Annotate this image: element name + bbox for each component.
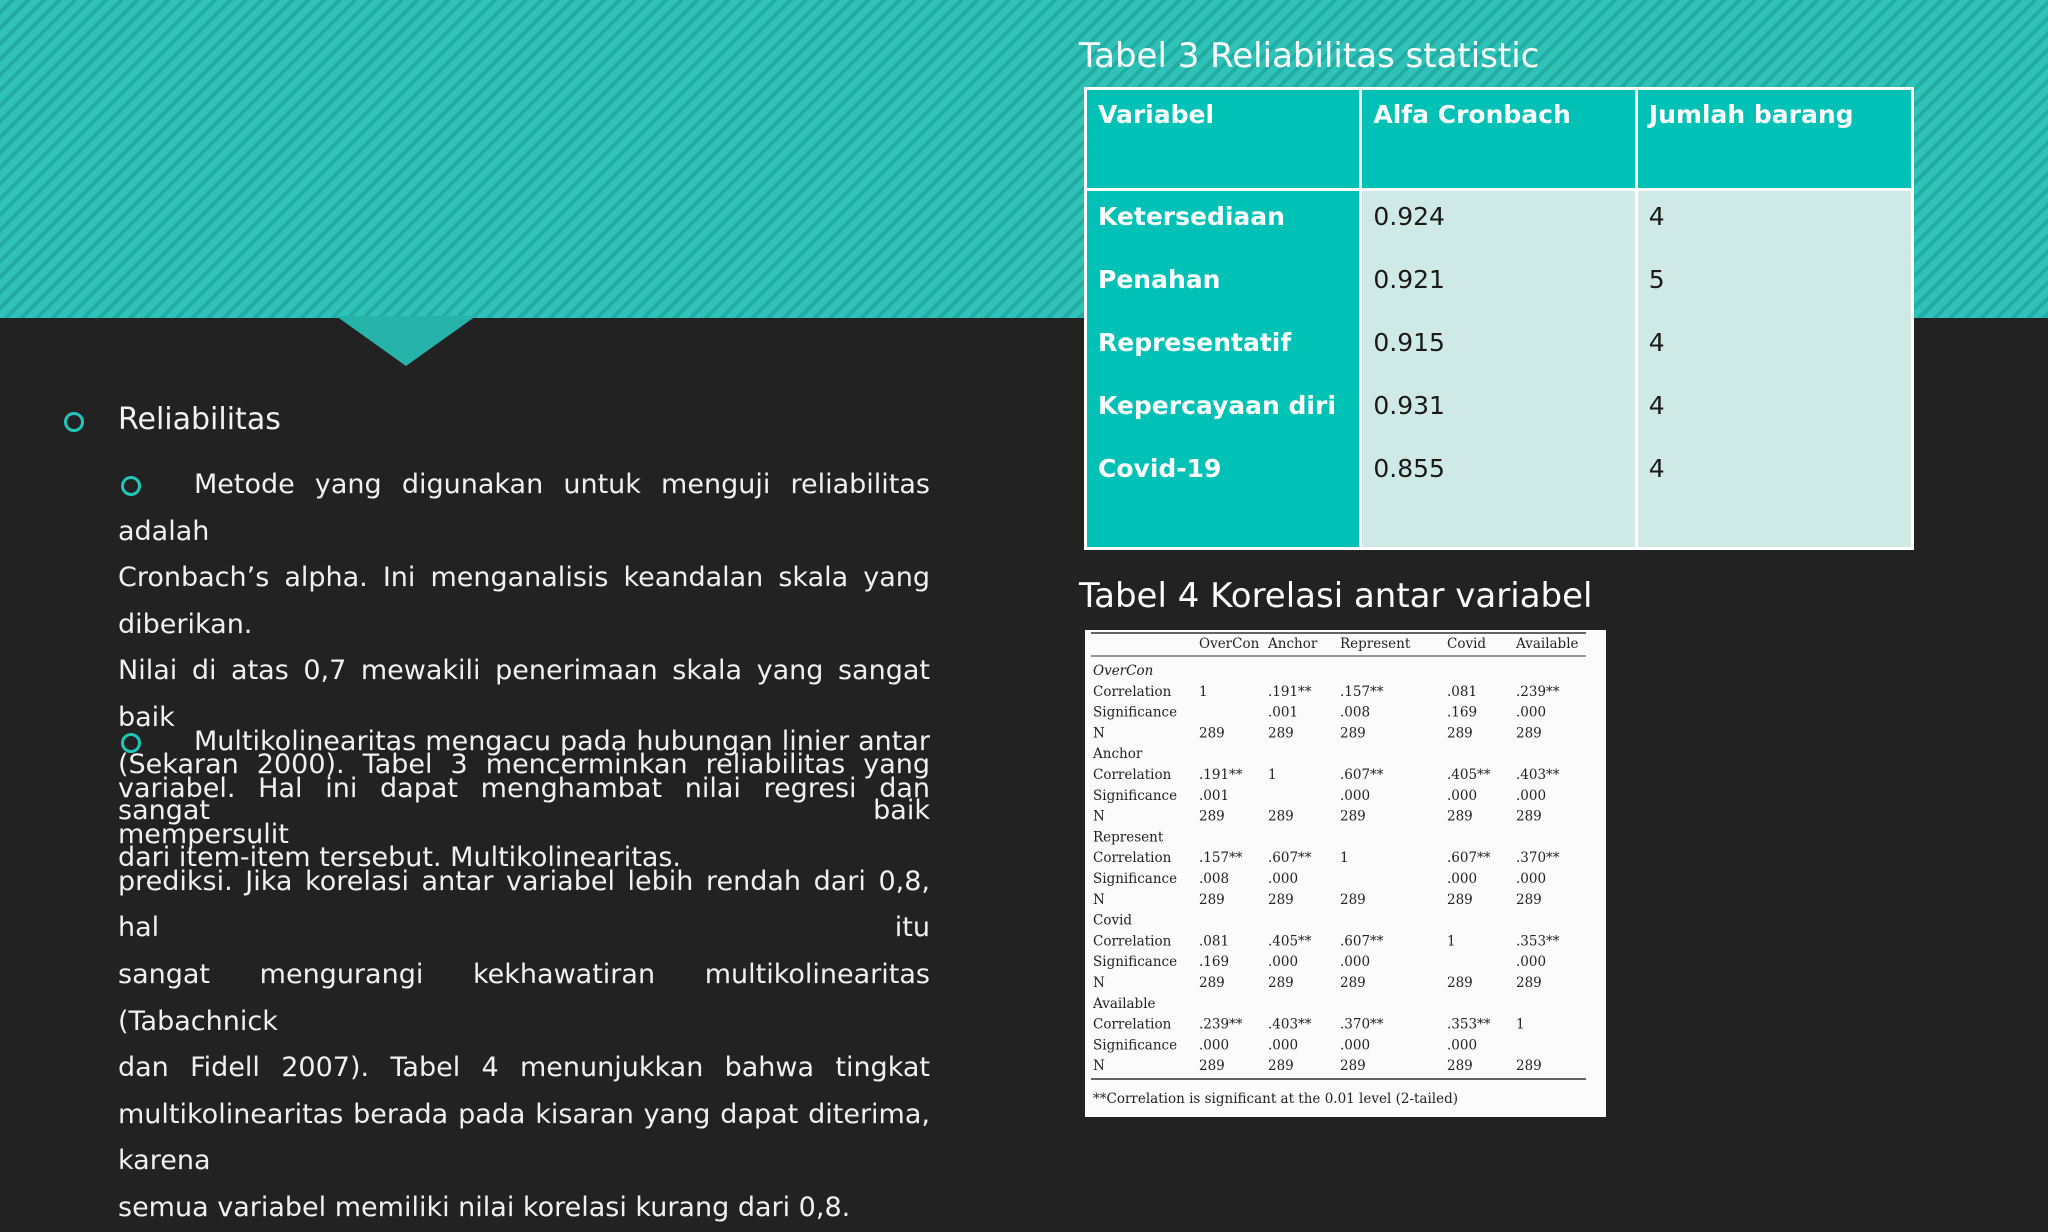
column-header: Jumlah barang [1636, 89, 1912, 190]
row-label: Significance [1093, 704, 1178, 721]
table-cell: .008 [1340, 704, 1371, 721]
section-heading: Reliabilitas [118, 402, 281, 437]
column-header: Covid [1447, 636, 1487, 652]
table-cell: 4 [1648, 328, 1665, 357]
table-cell: .000 [1516, 871, 1547, 887]
table-cell: 289 [1340, 975, 1366, 991]
table-cell: 1 [1340, 850, 1349, 867]
table-cell: 0.921 [1373, 265, 1445, 294]
row-label: Significance [1093, 1037, 1178, 1054]
row-label: Significance [1093, 954, 1178, 971]
table-cell: 4 [1648, 391, 1665, 420]
table-cell: .000 [1268, 954, 1299, 971]
table-cell: .081 [1447, 683, 1478, 700]
bullet-icon [64, 412, 84, 432]
table-cell: .000 [1268, 871, 1299, 887]
table-cell: 289 [1199, 891, 1225, 908]
table-cell: Representatif [1098, 328, 1292, 357]
table-cell: 289 [1268, 808, 1294, 825]
table3-title: Tabel 3 Reliabilitas statistic [1079, 36, 1540, 76]
paragraph-line: multikolinearitas berada pada kisaran yang dapat diterima, karena [118, 1098, 930, 1177]
table-cell: 289 [1447, 975, 1473, 991]
correlation-table-image [1085, 630, 1606, 1117]
group-label: Anchor [1093, 746, 1143, 763]
table-cell: .169 [1199, 954, 1230, 971]
decorative-notch [336, 316, 476, 366]
table-footnote: **Correlation is significant at the 0.01 level (2-tailed) [1093, 1091, 1459, 1107]
row-label: Correlation [1093, 683, 1172, 700]
table-cell: Ketersediaan [1098, 202, 1285, 231]
row-label: N [1093, 891, 1105, 908]
table-cell: .000 [1268, 1037, 1299, 1054]
table-cell: 0.924 [1373, 202, 1445, 231]
table-cell: 289 [1199, 975, 1225, 991]
table-cell: 0.931 [1373, 391, 1445, 420]
table-cell: 289 [1340, 808, 1366, 825]
table-cell: 289 [1268, 725, 1294, 742]
table-cell: .607** [1340, 767, 1384, 783]
table-cell: 289 [1447, 891, 1473, 908]
row-label: N [1093, 725, 1105, 742]
table-cell: .081 [1199, 933, 1230, 950]
table-cell: .607** [1447, 850, 1491, 867]
table-cell: .191** [1268, 683, 1312, 700]
table-cell: .000 [1447, 1037, 1478, 1054]
row-label: Significance [1093, 787, 1178, 804]
table-cell: .239** [1516, 683, 1560, 700]
table-cell: 0.915 [1373, 328, 1445, 357]
table-cell: 289 [1199, 725, 1225, 742]
table-cell: .000 [1516, 787, 1547, 804]
table-cell: .000 [1447, 871, 1478, 887]
table-cell: .001 [1199, 787, 1230, 804]
table-cell: 289 [1268, 1058, 1294, 1075]
table-cell: 289 [1268, 891, 1294, 908]
table-cell: .000 [1447, 787, 1478, 804]
table-cell: .000 [1516, 704, 1547, 721]
paragraph-line: sangat mengurangi kekhawatiran multikolinearitas (Tabachnick [118, 958, 930, 1037]
table-cell: 0.855 [1373, 454, 1445, 483]
table-cell: .169 [1447, 704, 1478, 721]
paragraph-line: Nilai di atas 0,7 mewakili penerimaan skala yang sangat baik [118, 655, 930, 733]
table-cell: .370** [1340, 1016, 1384, 1033]
table-cell: 289 [1516, 1058, 1542, 1075]
item-count-column [1636, 190, 1912, 549]
table-cell: 289 [1516, 725, 1542, 742]
table-cell: .403** [1268, 1016, 1312, 1033]
alpha-column [1361, 190, 1636, 549]
paragraph-line: Cronbach’s alpha. Ini menganalisis keandalan skala yang diberikan. [118, 562, 930, 640]
table-cell: 4 [1648, 202, 1665, 231]
table-cell: 289 [1199, 808, 1225, 825]
table-header-row [1086, 89, 1913, 190]
row-label: Correlation [1093, 767, 1172, 783]
table-cell: .000 [1199, 1037, 1230, 1054]
table-cell: 1 [1268, 767, 1277, 783]
table-cell: .157** [1340, 683, 1384, 700]
column-header: Anchor [1268, 636, 1318, 652]
table-cell: .000 [1340, 787, 1371, 804]
row-label: N [1093, 808, 1105, 825]
table-cell: Kepercayaan diri [1098, 391, 1336, 420]
table-cell: .000 [1340, 1037, 1371, 1054]
paragraph-line: dan Fidell 2007). Tabel 4 menunjukkan bahwa tingkat [118, 1052, 930, 1084]
variable-column [1086, 190, 1361, 549]
row-label: N [1093, 1058, 1105, 1075]
table-cell: 289 [1516, 808, 1542, 825]
table-cell: .157** [1199, 850, 1243, 867]
table-cell: .000 [1340, 954, 1371, 971]
group-label: Covid [1093, 912, 1133, 929]
table-cell: 1 [1447, 933, 1456, 950]
paragraph-line: dari item-item tersebut. Multikolinearitas. [118, 841, 682, 873]
table-cell: .191** [1199, 767, 1243, 783]
table-cell: .353** [1516, 933, 1560, 950]
table-cell: .370** [1516, 850, 1560, 867]
column-header: Variabel [1086, 89, 1361, 190]
paragraph-line: (Sekaran 2000). Tabel 3 mencerminkan reliabilitas yang sangat baik [118, 748, 930, 827]
table-cell: .000 [1516, 954, 1547, 971]
column-header: OverCon [1199, 636, 1260, 652]
row-label: Correlation [1093, 933, 1172, 950]
paragraph-line: semua variabel memiliki nilai korelasi kurang dari 0,8. [118, 1191, 851, 1223]
table-cell: Covid-19 [1098, 454, 1222, 483]
paragraph-multikolinearitas [118, 719, 930, 1232]
group-label: Available [1093, 995, 1156, 1012]
paragraph-line: Metode yang digunakan untuk menguji reliabilitas adalah [118, 469, 930, 547]
table-cell: 289 [1516, 975, 1542, 991]
table-cell: 1 [1516, 1016, 1525, 1033]
row-label: Correlation [1093, 850, 1172, 867]
table-cell: .607** [1268, 850, 1312, 867]
paragraph-line: variabel. Hal ini dapat menghambat nilai regresi dan mempersulit [118, 772, 930, 851]
table-cell: 289 [1268, 975, 1294, 991]
table-cell: 5 [1648, 265, 1665, 294]
table-cell: .607** [1340, 933, 1384, 950]
table-cell: .008 [1199, 871, 1230, 887]
table-cell: .405** [1447, 767, 1491, 783]
table-cell: 289 [1340, 1058, 1366, 1075]
table-cell: .239** [1199, 1016, 1243, 1033]
table-cell: 289 [1516, 891, 1542, 908]
table-cell: 289 [1447, 808, 1473, 825]
correlation-table [1085, 630, 1606, 1117]
table-cell: .403** [1516, 767, 1560, 783]
table-cell: 289 [1340, 891, 1366, 908]
group-label: OverCon [1093, 663, 1154, 679]
table-cell: Penahan [1098, 265, 1221, 294]
table-cell: .353** [1447, 1016, 1491, 1033]
reliability-table [1084, 87, 1914, 550]
row-label: Correlation [1093, 1016, 1172, 1033]
column-header: Represent [1340, 636, 1411, 652]
table-cell: .405** [1268, 933, 1312, 950]
paragraph-line: prediksi. Jika korelasi antar variabel lebih rendah dari 0,8, hal itu [118, 865, 930, 944]
table-cell: 289 [1340, 725, 1366, 742]
table-body-row [1086, 190, 1913, 549]
table-cell: 289 [1199, 1058, 1225, 1075]
table-cell: 289 [1447, 725, 1473, 742]
column-header: Alfa Cronbach [1361, 89, 1636, 190]
group-label: Represent [1093, 829, 1164, 846]
paragraph-line: Multikolinearitas mengacu pada hubungan linier antar [194, 726, 930, 757]
table-cell: 4 [1648, 454, 1665, 483]
table-cell: 289 [1447, 1058, 1473, 1075]
table-cell: 1 [1199, 683, 1208, 700]
table4-title: Tabel 4 Korelasi antar variabel [1079, 576, 1593, 616]
row-label: N [1093, 975, 1105, 991]
table-cell: .001 [1268, 704, 1299, 721]
row-label: Significance [1093, 871, 1178, 887]
column-header: Available [1516, 636, 1579, 652]
